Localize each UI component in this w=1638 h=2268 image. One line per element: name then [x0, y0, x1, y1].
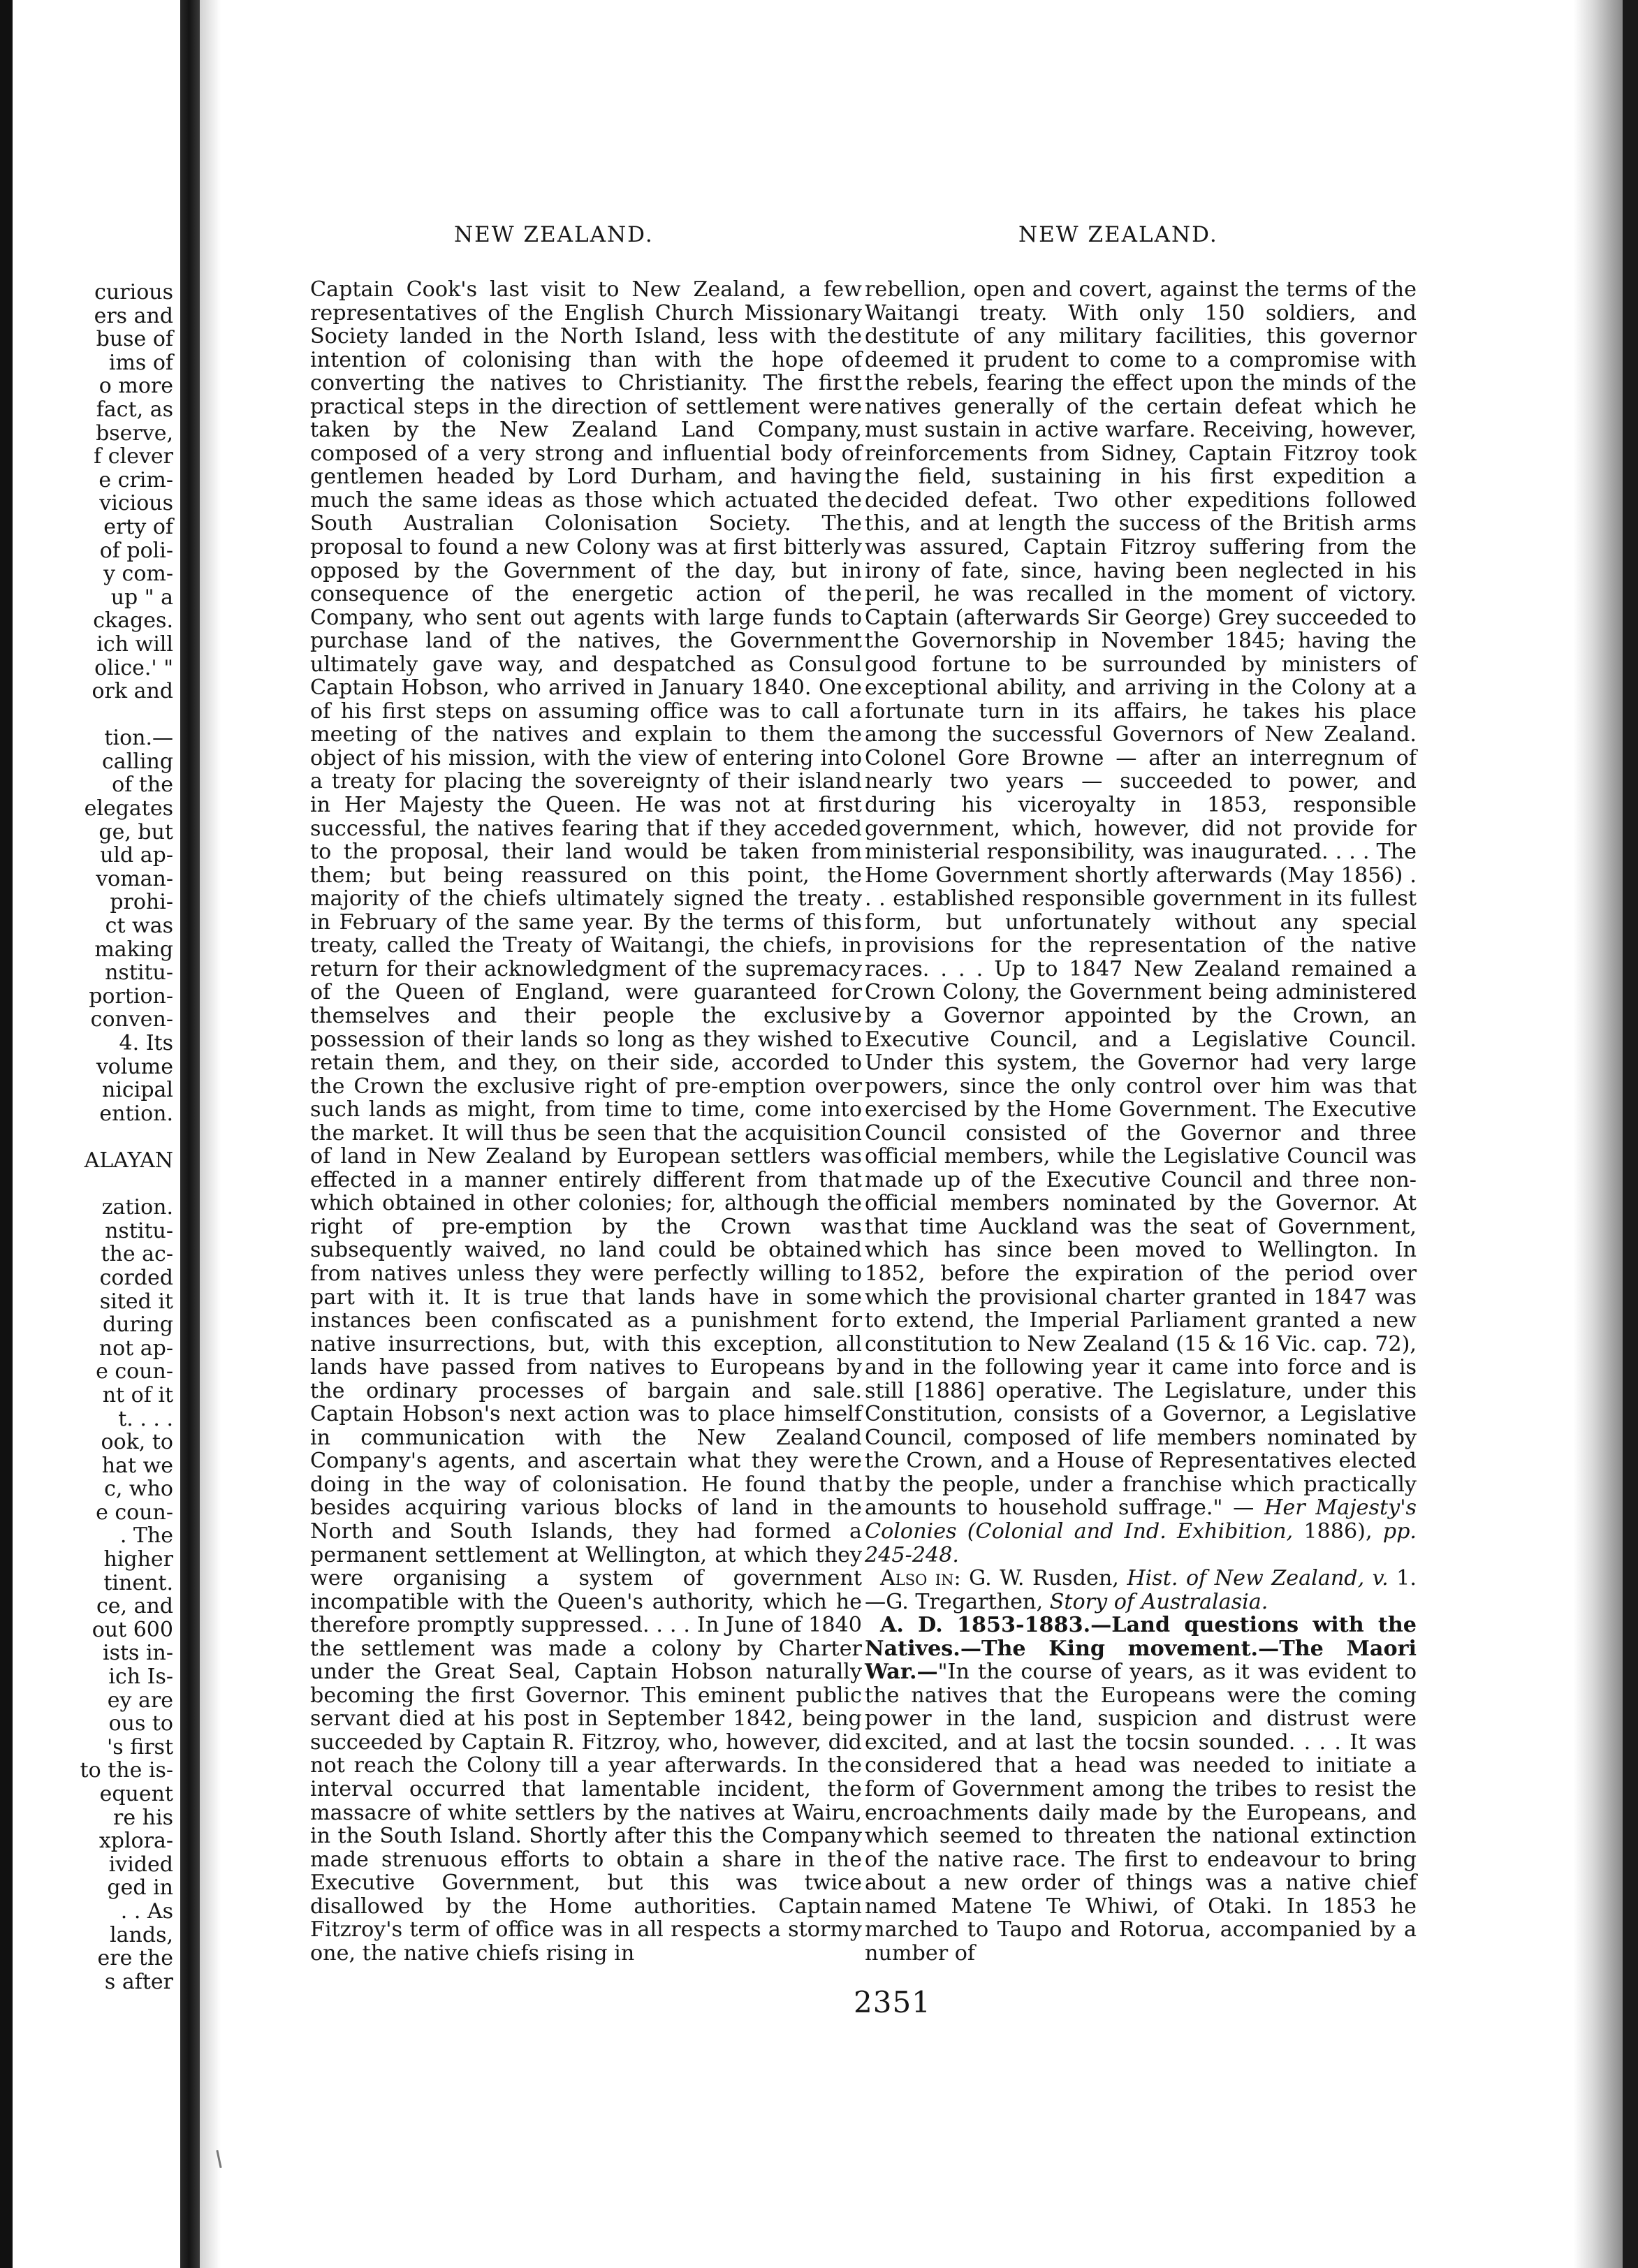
previous-page-line: ce, and — [96, 1594, 173, 1619]
also-in-label: Also in: — [880, 1566, 961, 1591]
previous-page-line: xplora- — [98, 1829, 173, 1854]
previous-page-line: e coun- — [96, 1500, 173, 1525]
previous-page-line: ention. — [99, 1101, 173, 1126]
previous-page-line: . . As — [120, 1898, 173, 1924]
previous-page-line: the ac- — [101, 1242, 173, 1267]
entry-text: "In the course of years, as it was evident to the natives that the Europeans were the coming power in the land, suspicion and distrust were excited, and at last the tocsin sounded. . . . It was considered that a head was needed to initiate a form of Government among the tribes to resist the encroachments daily made by the Europeans, and which seemed to threaten the national extinction of the native race. The first to endeavour to bring about a new order of things was a native chief named Matene Te Whiwi, of Otaki. In 1853 he marched to Taupo and Rotorua, accompanied by a number of — [865, 1660, 1417, 1966]
previous-page-line — [47, 1125, 173, 1149]
also-in-mid: 1.—G. Tregarthen, — [865, 1566, 1417, 1614]
previous-page-line: ich will — [96, 631, 173, 657]
previous-page-line: making — [94, 937, 173, 962]
left-column — [310, 278, 862, 1965]
previous-page-line: 4. Its — [119, 1031, 173, 1055]
gutter-shadow — [200, 0, 221, 2268]
book-gutter — [180, 0, 200, 2268]
previous-page-line: conven- — [90, 1007, 173, 1032]
previous-page-line: ims of — [108, 350, 173, 375]
previous-page-line: up " a — [110, 585, 173, 610]
previous-page-line: c, who — [104, 1477, 173, 1502]
previous-page-line: uld ap- — [100, 843, 173, 868]
citation-title: Her Majesty's Colonies (Colonial and Ind. Exhibition, — [865, 1495, 1417, 1544]
previous-page-sliver — [0, 0, 180, 2268]
previous-page-line: s after — [104, 1969, 173, 1994]
previous-page-line: ge, but — [98, 819, 173, 844]
previous-page-line: during — [103, 1312, 173, 1338]
previous-page-line: equent — [99, 1782, 173, 1806]
previous-page-line: re his — [113, 1805, 173, 1830]
quoted-text: rebellion, open and covert, against the terms of the Waitangi treaty. With only 150 soldiers, and destitute of any military facilities, this governor deemed it prudent to come to a compromise with the rebels, fearing the effect upon the minds of the natives generally of the certain defeat which he must sustain in active warfare. Receiving, however, reinforcements from Sidney, Captain Fitzroy took the field, sustaining in his first expedition a decided defeat. Two other expeditions followed this, and at length the success of the British arms was assured, Captain Fitzroy suffering from the irony of fate, since, having been neglected in his peril, he was recalled in the moment of victory. Captain (afterwards Sir George) Grey succeeded to the Governorship in November 1845; having the good fortune to be surrounded by ministers of exceptional ability, and arriving in the Colony at a fortunate turn in its affairs, he takes his place among the successful Governors of New Zealand. Colonel Gore Browne — after an interregnum of nearly two years — succeeded to power, and during his viceroyalty in 1853, responsible government, which, however, did not provide for ministerial responsibility, was inaugurated. . . . The Home Government shortly afterwards (May 1856) . . . established responsible government in its fullest form, but unfortunately without any special provisions for the representation of the native races. . . . Up to 1847 New Zealand remained a Crown Colony, the Government being administered by a Governor appointed by the Crown, an Executive Council, and a Legislative Council. Under this system, the Governor had very large powers, since the only control over him was that exercised by the Home Government. The Executive Council consisted of the Governor and three official members, while the Legislative Council was made up of the Executive Council and three non-official members nominated by the Governor. At that time Auckland was the seat of Government, which has since been moved to Wellington. In 1852, before the expiration of the period over which the provisional charter granted in 1847 was to extend, the Imperial Parliament granted a new constitution to New Zealand (15 & 16 Vic. cap. 72), and in the following year it came into force and is still [1886] operative. The Legislature, under this Constitution, consists of a Governor, a Legislative Council, composed of life members nominated by the Crown, and a House of Representatives elected by the people, under a franchise which practically amounts to household suffrage." — — [865, 277, 1417, 1521]
previous-page-line: of the — [112, 773, 173, 798]
previous-page-line: fact, as — [96, 397, 173, 422]
previous-page-line — [47, 1173, 173, 1197]
previous-page-line: calling — [102, 749, 173, 774]
previous-page-line: e crim- — [98, 467, 173, 492]
scan-right-shade — [1574, 0, 1623, 2268]
previous-page-line: nicipal — [102, 1078, 173, 1103]
previous-page-line: ged in — [107, 1875, 173, 1901]
previous-page-line: buse of — [96, 327, 173, 352]
scan-right-edge — [1623, 0, 1638, 2268]
citation-pages: pp. 245-248. — [865, 1519, 1417, 1567]
running-head-right: NEW ZEALAND. — [1018, 222, 1218, 247]
left-column-paragraph: Captain Cook's last visit to New Zealand, a few representatives of the English Church Missionary Society landed in the North Island, less with the intention of colonising than with the hope of converting the natives to Christianity. The first practical steps in the direction of settlement were taken by the New Zealand Land Company, composed of a very strong and influential body of gentlemen headed by Lord Durham, and having much the same ideas as those which actuated the South Australian Colonisation Society. The proposal to found a new Colony was at first bitterly opposed by the Government of the day, but in consequence of the energetic action of the Company, who sent out agents with large funds to purchase land of the natives, the Government ultimately gave way, and despatched as Consul Captain Hobson, who arrived in January 1840. One of his first steps on assuming office was to call a meeting of the natives and explain to them the object of his mission, with the view of entering into a treaty for placing the sovereignty of their island in Her Majesty the Queen. He was not at first successful, the natives fearing that if they acceded to the proposal, their land would be taken from them; but being reassured on this point, the majority of the chiefs ultimately signed the treaty in February of the same year. By the terms of this treaty, called the Treaty of Waitangi, the chiefs, in return for their acknowledgment of the supremacy of the Queen of England, were guaranteed for themselves and their people the exclusive possession of their lands so long as they wished to retain them, and they, on their side, accorded to the Crown the exclusive right of pre-emption over such lands as might, from time to time, come into the market. It will thus be seen that the acquisition of land in New Zealand by European settlers was effected in a manner entirely different from that which obtained in other colonies; for, although the right of pre-emption by the Crown was subsequently waived, no land could be obtained from natives unless they were perfectly willing to part with it. It is true that lands have in some instances been confiscated as a punishment for native insurrections, but, with this exception, all lands have passed from natives to Europeans by the ordinary processes of bargain and sale. Captain Hobson's next action was to place himself in communication with the New Zealand Company's agents, and ascertain what they were doing in the way of colonisation. He found that besides acquiring various blocks of land in the North and South Islands, they had formed a permanent settlement at Wellington, at which they were organising a system of government incompatible with the Queen's authority, which he therefore promptly suppressed. . . . In June of 1840 the settlement was made a colony by Charter under the Great Seal, Captain Hobson naturally becoming the first Governor. This eminent public servant died at his post in September 1842, being succeeded by Captain R. Fitzroy, who, however, did not reach the Colony till a year afterwards. In the interval occurred that lamentable incident, the massacre of white settlers by the natives at Wairu, in the South Island. Shortly after this the Company made strenuous efforts to obtain a share in the Executive Government, but this was twice disallowed by the Home authorities. Captain Fitzroy's term of office was in all respects a stormy one, the native chiefs rising in — [310, 277, 862, 1966]
previous-page-line: voman- — [96, 866, 173, 891]
previous-page-line: erty of — [103, 514, 173, 539]
previous-page-line: ct was — [105, 914, 173, 939]
entry-paragraph — [865, 1614, 1417, 1965]
previous-page-line: ckages. — [93, 608, 173, 634]
previous-page-line: lands, — [110, 1922, 173, 1947]
previous-page-line: corded — [99, 1265, 173, 1290]
previous-page-line: f clever — [94, 444, 173, 469]
previous-page-line: prohi- — [110, 890, 173, 915]
citation-year: 1886), — [1303, 1519, 1373, 1544]
previous-page-line: volume — [96, 1054, 173, 1079]
previous-page-line: tinent. — [103, 1570, 173, 1595]
previous-page-fragments — [47, 281, 173, 1993]
previous-page-line: nstitu- — [105, 1218, 173, 1243]
previous-page-line: elegates — [84, 796, 173, 821]
previous-page-line: portion- — [89, 983, 173, 1009]
also-in-title-1: Hist. of New Zealand, v. — [1127, 1566, 1389, 1591]
previous-page-line: nstitu- — [105, 960, 173, 986]
previous-page-line: nt of it — [102, 1382, 173, 1407]
previous-page-line: ALAYAN — [84, 1148, 173, 1173]
running-head-left: NEW ZEALAND. — [454, 222, 654, 247]
previous-page-line: ich Is- — [108, 1665, 173, 1690]
also-in-author: G. W. Rusden, — [969, 1566, 1119, 1591]
previous-page-line: to the is- — [80, 1758, 173, 1783]
entry-heading: A. D. 1853-1883.—Land questions with the Natives.—The King movement.—The Maori War.— — [865, 1613, 1417, 1685]
previous-page-line: sited it — [99, 1289, 173, 1314]
right-column — [865, 278, 1417, 1965]
previous-page-line: not ap- — [98, 1336, 173, 1361]
previous-page-line: ous to — [108, 1711, 173, 1736]
previous-page-line: out 600 — [92, 1617, 173, 1642]
page-number: 2351 — [854, 1985, 931, 2019]
previous-page-line: ers and — [94, 303, 173, 328]
previous-page-line: vicious — [99, 491, 173, 516]
previous-page-line: ork and — [92, 679, 173, 704]
previous-page-line: ists in- — [102, 1641, 173, 1666]
previous-page-line — [47, 703, 173, 727]
previous-page-line: o more — [98, 374, 173, 399]
previous-page-line: y com- — [103, 562, 173, 587]
previous-page-line: 's first — [107, 1734, 173, 1759]
previous-page-line: . The — [119, 1523, 173, 1549]
previous-page-line: ey are — [107, 1688, 173, 1713]
previous-page-line: ivided — [108, 1852, 173, 1877]
also-in-title-2: Story of Australasia. — [1049, 1589, 1268, 1614]
previous-page-line: hat we — [101, 1453, 173, 1478]
previous-page-line: e coun- — [96, 1359, 173, 1384]
previous-page-line: t. . . . — [118, 1406, 173, 1431]
previous-page-line: ook, to — [101, 1430, 173, 1455]
also-in-reference — [865, 1567, 1417, 1614]
previous-page-line: ere the — [97, 1946, 173, 1971]
previous-page-line: olice.' " — [94, 655, 173, 680]
previous-page-line: tion.— — [104, 726, 173, 751]
previous-page-line: curious — [94, 280, 173, 305]
previous-page-line: bserve, — [96, 420, 173, 446]
previous-page-line: zation. — [101, 1195, 173, 1220]
previous-page-line: of poli- — [99, 538, 173, 563]
right-column-paragraph — [865, 278, 1417, 1567]
previous-page-line: higher — [103, 1547, 173, 1572]
